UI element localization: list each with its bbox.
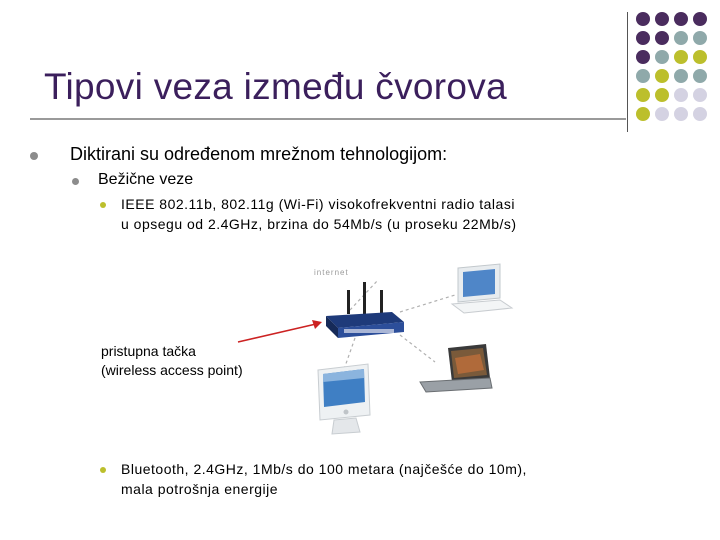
decor-dot xyxy=(674,69,688,83)
decor-dot xyxy=(655,12,669,26)
pointer-arrow xyxy=(230,310,330,350)
bullet-text: Diktirani su određenom mrežnom tehnologijom: xyxy=(70,144,448,164)
title-divider xyxy=(30,118,626,120)
decor-dot xyxy=(693,88,707,102)
decor-dot xyxy=(655,107,669,121)
decor-dot xyxy=(655,50,669,64)
decor-dot xyxy=(693,107,707,121)
laptop-icon xyxy=(452,264,512,313)
decor-vertical-line xyxy=(627,12,628,132)
laptop-icon xyxy=(420,344,492,392)
internet-label: internet xyxy=(314,268,349,277)
decor-dot xyxy=(693,31,707,45)
decor-dot xyxy=(693,50,707,64)
wifi-text-line-1: IEEE 802.11b, 802.11g (Wi-Fi) visokofrekventni radio talasi xyxy=(121,196,515,212)
bullet-marker xyxy=(30,152,38,160)
sub-bullet-text: Bežične veze xyxy=(98,171,194,188)
bluetooth-bullet-marker xyxy=(100,467,106,473)
decor-dot xyxy=(674,31,688,45)
wifi-bullet-marker xyxy=(100,202,106,208)
decor-dot xyxy=(674,12,688,26)
decor-dot xyxy=(674,88,688,102)
decor-dot-grid xyxy=(636,12,720,132)
decor-dot xyxy=(636,12,650,26)
decor-dot xyxy=(655,88,669,102)
decor-dot xyxy=(655,31,669,45)
slide-title: Tipovi veza između čvorova xyxy=(44,66,507,107)
bluetooth-text-line-2: mala potrošnja energije xyxy=(121,481,279,497)
decor-dot xyxy=(636,31,650,45)
access-point-caption-1: pristupna tačka xyxy=(101,343,196,359)
decor-dot xyxy=(693,12,707,26)
decor-dot xyxy=(674,107,688,121)
wireless-router-icon xyxy=(326,282,404,338)
wifi-text-line-2: u opsegu od 2.4GHz, brzina do 54Mb/s (u proseku 22Mb/s) xyxy=(121,216,517,232)
decor-dot xyxy=(674,50,688,64)
bluetooth-text-line-1: Bluetooth, 2.4GHz, 1Mb/s do 100 metara (najčešće do 10m), xyxy=(121,461,527,477)
decor-dot xyxy=(636,50,650,64)
sub-bullet-marker xyxy=(72,178,79,185)
imac-icon xyxy=(318,364,370,434)
access-point-caption-2: (wireless access point) xyxy=(101,362,243,378)
decor-dot xyxy=(693,69,707,83)
decor-dot xyxy=(655,69,669,83)
decor-dot xyxy=(636,69,650,83)
decor-dot xyxy=(636,107,650,121)
decor-dot xyxy=(636,88,650,102)
